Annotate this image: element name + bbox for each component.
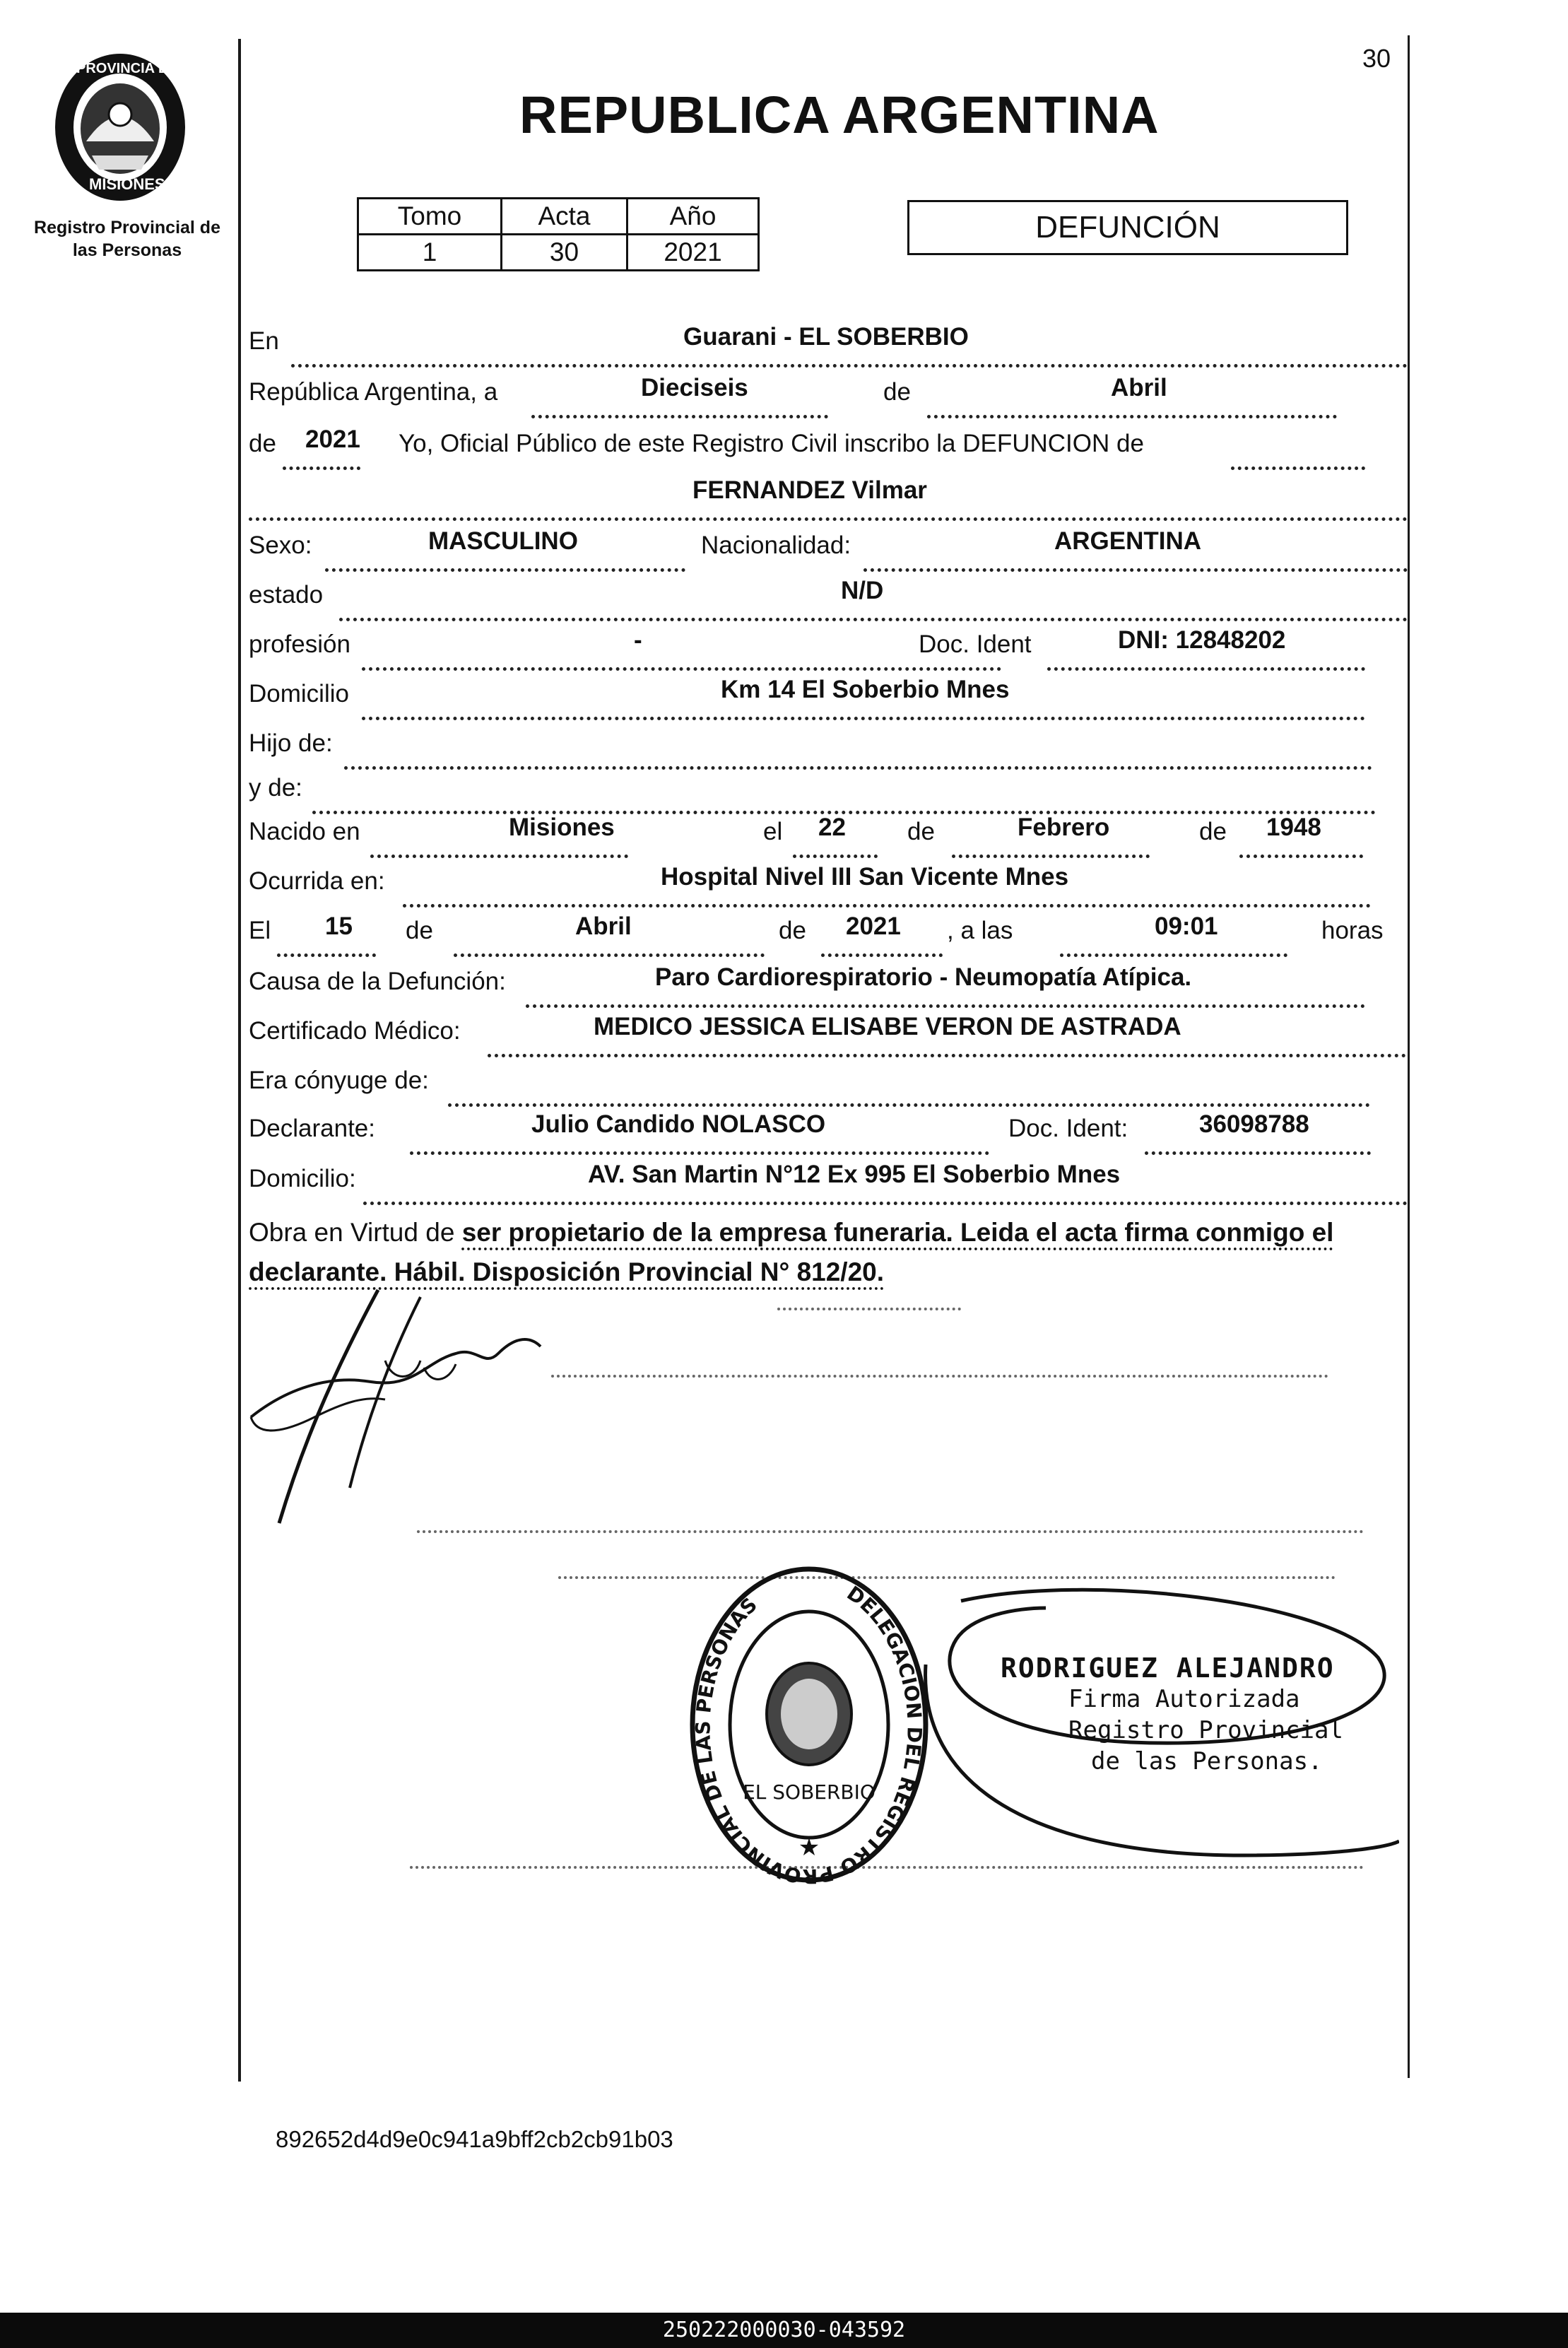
act-table-ano-value: 2021: [627, 235, 759, 271]
row-y-de: [249, 774, 1408, 816]
scan-noise: [551, 1375, 1328, 1378]
row-deceased-name: [249, 476, 1408, 523]
death-day-value: 15: [325, 912, 353, 940]
dots: [410, 1146, 989, 1155]
dots: [339, 612, 1408, 621]
day-written-value: Dieciseis: [641, 374, 748, 401]
row-declarant-address: [249, 1161, 1408, 1207]
estado-value: N/D: [841, 577, 884, 604]
oval-stamp-location: EL SOBERBIO: [743, 1780, 876, 1804]
row-spouse: [249, 1067, 1408, 1109]
dots: [362, 662, 1001, 671]
dots: [927, 409, 1337, 418]
oval-stamp-text: DELEGACION DEL REGISTRO PROVINCIAL DE LAS PERSONAS: [691, 1581, 926, 1889]
year-value: 2021: [305, 425, 360, 453]
declarante-label: Declarante:: [249, 1115, 375, 1142]
act-table-header-acta: Acta: [502, 199, 627, 235]
en-label: En: [249, 327, 279, 355]
dots: [277, 948, 376, 957]
row-cause: [249, 963, 1408, 1010]
birth-year-value: 1948: [1266, 814, 1321, 841]
dots: [488, 1048, 1406, 1057]
page-number: 30: [1362, 44, 1391, 73]
act-table-tomo-value: 1: [358, 235, 502, 271]
conyuge-label: Era cónyuge de:: [249, 1067, 429, 1094]
star-icon: ★: [798, 1833, 820, 1862]
profesion-label: profesión: [249, 630, 350, 658]
obra-value: ser propietario de la empresa funeraria. Leida el acta firma conmigo el declarante. Hábil. Disposición Provincial N° 812/20.: [249, 1218, 1334, 1286]
month-written-value: Abril: [1111, 374, 1167, 401]
en-value: Guarani - EL SOBERBIO: [683, 323, 969, 351]
dots: [362, 711, 1365, 720]
decl-domicilio-label: Domicilio:: [249, 1165, 356, 1192]
act-reference-table: [357, 197, 760, 271]
row-certificate: [249, 1013, 1408, 1059]
sexo-value: MASCULINO: [428, 527, 578, 555]
official-line3: de las Personas.: [1091, 1747, 1323, 1775]
row-sex-nationality: [249, 527, 1408, 574]
row-profession-doc: [249, 626, 1408, 673]
declarante-value: Julio Candido NOLASCO: [531, 1110, 826, 1138]
el-label: el: [763, 818, 783, 845]
dots: [531, 409, 828, 418]
scan-noise: [558, 1576, 1336, 1579]
certificado-label: Certificado Médico:: [249, 1017, 461, 1045]
hijo-label: Hijo de:: [249, 729, 333, 757]
ocurrida-value: Hospital Nivel III San Vicente Mnes: [661, 863, 1069, 891]
dots: [291, 358, 1408, 368]
dots: [526, 999, 1365, 1008]
row-en: [249, 323, 1408, 370]
seal-top-text: PROVINCIA DE: [76, 61, 178, 76]
nacionalidad-label: Nacionalidad:: [701, 532, 851, 559]
dots: [821, 948, 943, 957]
registry-label-line1: Registro Provincial de: [34, 218, 220, 237]
death-time-value: 09:01: [1155, 912, 1218, 940]
dots: [952, 849, 1150, 858]
domicilio-value: Km 14 El Soberbio Mnes: [721, 676, 1010, 703]
republica-label: República Argentina, a: [249, 378, 498, 406]
act-table-value-row: [358, 235, 759, 271]
dots: [793, 849, 878, 858]
row-date-written: [249, 374, 1408, 421]
act-table-header-row: [358, 199, 759, 235]
delegation-oval-stamp: [682, 1559, 936, 1891]
dots: [1145, 1146, 1371, 1155]
statement-text: Yo, Oficial Público de este Registro Civil inscribo la DEFUNCION de: [399, 430, 1144, 457]
act-table-acta-value: 30: [502, 235, 627, 271]
document-hash: 892652d4d9e0c941a9bff2cb2cb91b03: [276, 2126, 673, 2152]
birth-de1-label: de: [907, 818, 935, 845]
barcode-strip: 250222000030-043592: [0, 2313, 1568, 2348]
official-line2: Registro Provincial: [1068, 1716, 1343, 1744]
dots: [344, 761, 1372, 770]
registry-label: [21, 216, 233, 262]
causa-label: Causa de la Defunción:: [249, 968, 506, 995]
dots: [283, 461, 360, 470]
nacido-label: Nacido en: [249, 818, 360, 845]
act-table-header-ano: Año: [627, 199, 759, 235]
birth-day-value: 22: [818, 814, 846, 841]
dots: [1060, 948, 1287, 957]
estado-label: estado: [249, 581, 324, 609]
decl-doc-label: Doc. Ident:: [1008, 1115, 1128, 1142]
birth-month-value: Febrero: [1018, 814, 1110, 841]
causa-value: Paro Cardiorespiratorio - Neumopatía Atípica.: [655, 963, 1192, 991]
declarant-signature: [244, 1276, 555, 1530]
dots: [448, 1098, 1370, 1107]
scan-noise: [777, 1308, 961, 1310]
dots: [370, 849, 628, 858]
decl-doc-value: 36098788: [1199, 1110, 1309, 1138]
birth-place-value: Misiones: [509, 814, 615, 841]
doc-ident-value: DNI: 12848202: [1118, 626, 1286, 654]
scan-noise: [417, 1530, 1364, 1533]
page-title: REPUBLICA ARGENTINA: [519, 86, 1160, 144]
death-de2-label: de: [779, 917, 806, 944]
dots: [1231, 461, 1365, 470]
official-name: RODRIGUEZ ALEJANDRO: [1001, 1653, 1335, 1684]
right-margin-line: [1408, 35, 1410, 2078]
act-table-header-tomo: Tomo: [358, 199, 502, 235]
row-birth: [249, 814, 1408, 860]
year-prefix-label: de: [249, 430, 276, 457]
doc-ident-label: Doc. Ident: [919, 630, 1032, 658]
deceased-name-value: FERNANDEZ Vilmar: [692, 476, 927, 504]
row-occurred: [249, 863, 1408, 910]
death-year-value: 2021: [846, 912, 901, 940]
profesion-value: -: [634, 626, 642, 654]
row-death-datetime: [249, 912, 1408, 959]
dots: [863, 563, 1408, 572]
official-line1: Firma Autorizada: [1068, 1685, 1300, 1713]
row-domicilio: [249, 676, 1408, 722]
dots: [1239, 849, 1363, 858]
el2-label: El: [249, 917, 271, 944]
ocurrida-label: Ocurrida en:: [249, 867, 385, 895]
birth-de2-label: de: [1199, 818, 1227, 845]
document-type-box: DEFUNCIÓN: [907, 200, 1348, 255]
dots: [403, 898, 1371, 908]
nacionalidad-value: ARGENTINA: [1054, 527, 1202, 555]
dots: [363, 1196, 1408, 1205]
de-label: de: [883, 378, 911, 406]
death-month-value: Abril: [575, 912, 632, 940]
a-las-label: , a las: [947, 917, 1013, 944]
left-margin-line: [238, 39, 241, 2082]
row-declarant: [249, 1110, 1408, 1157]
decl-domicilio-value: AV. San Martin N°12 Ex 995 El Soberbio Mnes: [588, 1161, 1121, 1188]
registry-label-line2: las Personas: [72, 240, 182, 260]
row-estado: [249, 577, 1408, 623]
death-de1-label: de: [406, 917, 433, 944]
seal-bottom-text: MISIONES: [89, 175, 165, 193]
row-year-statement: [249, 425, 1408, 472]
dots: [325, 563, 685, 572]
obra-prefix: Obra en Virtud de: [249, 1218, 455, 1247]
certificado-value: MEDICO JESSICA ELISABE VERON DE ASTRADA: [594, 1013, 1181, 1040]
authorized-official-stamp: [1001, 1653, 1343, 1777]
dots: [454, 948, 765, 957]
dots: [1047, 662, 1365, 671]
domicilio-label: Domicilio: [249, 680, 349, 708]
y-de-label: y de:: [249, 774, 302, 802]
dots: [249, 512, 1408, 521]
sexo-label: Sexo:: [249, 532, 312, 559]
row-hijo-de: [249, 729, 1408, 772]
horas-label: horas: [1321, 917, 1384, 944]
